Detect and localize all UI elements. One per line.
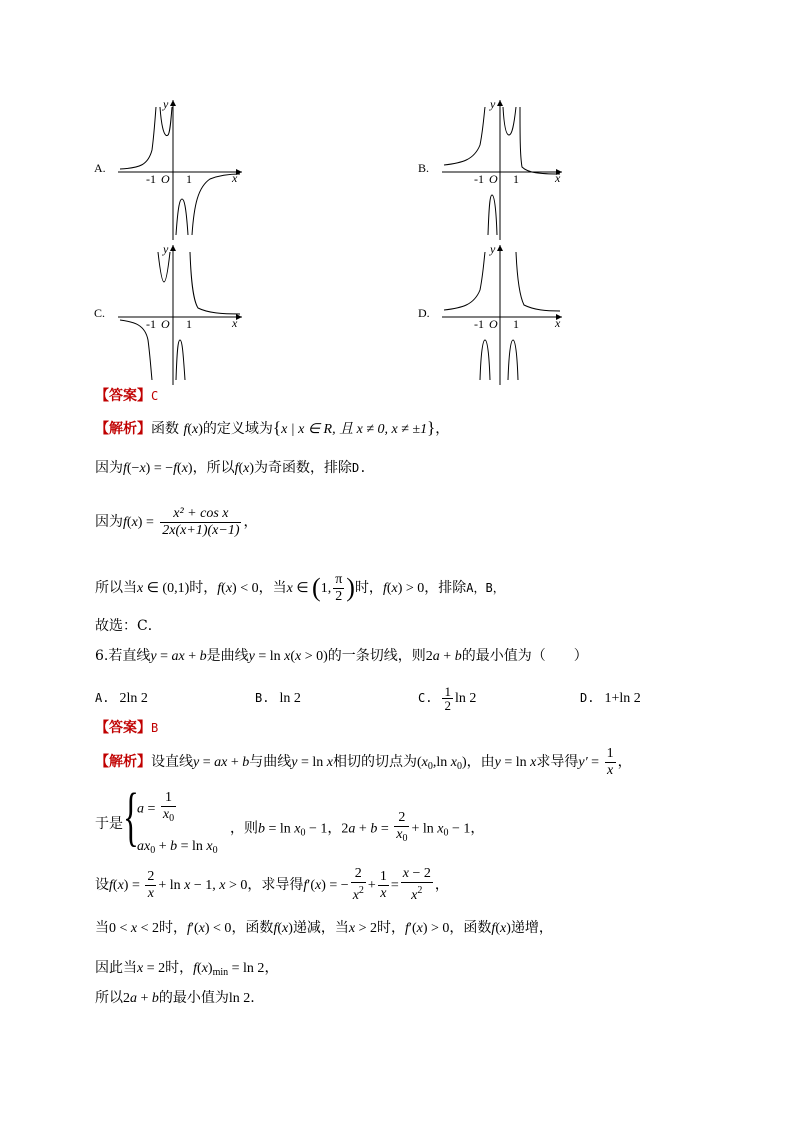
option-b-graph [410,95,570,240]
x-axis-label: x [555,171,561,185]
option-d-graph [410,240,570,385]
text: 所以当 [95,580,137,596]
answer-value: B [151,721,159,735]
text: 时， [354,580,383,596]
x-axis-label: x [555,316,561,330]
x-axis-label: x [232,316,238,330]
text: ，函数 [449,920,492,936]
fraction [160,506,241,539]
analysis-tag: 【解析】 [95,421,151,437]
option-letter: A. [95,691,110,705]
origin-label: O [161,317,170,331]
y-axis-label: y [163,97,169,111]
text: 因为 [95,460,123,476]
tick-one: 1 [186,317,192,331]
text: ，由 [466,754,495,770]
tick-neg-one: -1 [146,172,156,186]
q5-analysis-line1: 【解析】函数 f(x)的定义域为{x | x ∈ R, 且 x ≠ 0, x ≠ ±1}， [95,418,450,437]
option-letter: B. [255,691,270,705]
option-text: ln 2 [279,691,301,706]
option-text: 1+ln 2 [604,691,641,706]
text: ，所以 [192,460,235,476]
math-fx: f [183,422,188,437]
q6-answer-line [95,718,158,738]
denominator: 2x(x+1)(x−1) [162,522,240,538]
text: 的一条切线，则 [327,648,426,664]
text: 于是 [95,816,123,832]
tick-neg-one: -1 [146,317,156,331]
option-letter: D. [580,691,595,705]
text: 与曲线 [249,754,292,770]
text: 因为 [95,514,123,530]
text: 设 [95,877,109,893]
analysis-tag: 【解析】 [95,754,151,770]
graph-d-svg [410,240,570,385]
numerator: x² + cos x [160,506,241,523]
text: ，则 [230,820,258,837]
text: A，B， [466,581,505,595]
one-over-x: $\frac{1}{x}$ [606,745,614,778]
text: 的定义域为 [202,421,273,437]
option-a-graph [90,95,250,240]
text: ，函数 [231,920,274,936]
system-eq2: $ax_0 + b = \ln x_0$ [137,839,218,856]
q6-stem: 6.若直线y = ax + b是曲线y = ln x(x > 0)的一条切线，则2a + b的最小值为（ ） [95,648,588,664]
text: ， [617,754,632,770]
text: D. [352,461,367,475]
text: ，求导得 [247,877,304,893]
text: ，当 [258,580,287,596]
option-label: D. [418,306,430,320]
option-label: B. [418,161,430,175]
graph-a-svg [90,95,250,240]
origin-label: O [161,172,170,186]
origin-label: O [489,317,498,331]
graph-c-svg [90,240,250,385]
text: 时， [377,920,406,936]
x-axis-label: x [232,171,238,185]
brace: { [123,780,139,853]
text: 递减，当 [292,920,349,936]
y-axis-label: y [490,97,496,111]
answer-tag: 【答案】 [95,720,151,736]
answer-tag: 【答案】 [95,388,151,404]
graph-b-svg [410,95,570,240]
domain-set: x | x ∈ R, 且 x ≠ 0, x ≠ ±1 [281,422,428,437]
tick-neg-one: -1 [474,317,484,331]
text: 时， [159,920,188,936]
option-text: 2ln 2 [119,691,148,706]
one-half: $\frac{1}{2}$ [444,683,451,713]
tick-one: 1 [513,172,519,186]
text: 因此当 [95,960,137,976]
tick-one: 1 [186,172,192,186]
q6-analysis-line3: 设f(x) = $\frac{2}{x}$ + ln x − 1, x > 0，求导得f′(x) = − $\frac{2}{x^2}$ + $\frac{1}{x}$ = $\frac{x - 2}{x^2}$ ， [95,866,449,903]
text: ， [435,421,450,437]
tick-neg-one: -1 [474,172,484,186]
q5-analysis-line3: 因为f(x) = $\frac{\text{x² + cos x}}{2x(x+1)(x-1)}$ ， [95,505,258,538]
q6-option-c[interactable] [418,680,476,716]
text: ， [264,960,279,976]
q6-analysis-line4: 当0 < x < 2时，f′(x) < 0，函数f(x)递减，当x > 2时，f′(x) > 0，函数f(x)递增， [95,920,553,936]
text: 函数 [151,421,179,437]
text: 是曲线 [206,648,249,664]
option-label: C. [94,306,106,320]
text: 所以 [95,990,123,1006]
text: 6.若直线 [95,648,151,664]
tick-one: 1 [513,317,519,331]
system-result: ，则$b = \ln x_0 - 1$，2a + b = $\frac{2}{x_0}$ + $\ln x_0 - 1$， [230,810,485,844]
text: 递增， [510,920,553,936]
q6-option-b[interactable] [255,688,301,709]
option-c-graph [90,240,250,385]
text: 时， [189,580,218,596]
system-eq1: a = $\frac{1}{x_0}$ [137,790,175,824]
text: ， [243,514,258,530]
answer-value: C [151,389,159,403]
q6-option-a[interactable] [95,688,148,709]
q6-analysis-line6: 所以2a + b的最小值为ln 2. [95,990,255,1006]
text: ，排除 [424,580,467,596]
text: 设直线 [151,754,193,770]
option-letter: C. [418,691,433,705]
text: 当 [95,920,109,936]
option-text: ln 2 [454,691,477,706]
q5-answer-line [95,386,158,406]
q6-analysis-line5: 因此当x = 2时，$f(x)_{min} = \ln 2$， [95,960,279,978]
q6-analysis-line1: 【解析】设直线y = ax + b与曲线y = ln x相切的切点为($x_0,\ln$ $x_0$)，由y = ln x求导得y′ = $\frac{1}{x}$ ， [95,745,632,778]
text: ， [434,877,449,893]
text: ， [470,820,485,837]
q6-option-d[interactable] [580,688,641,709]
pi-over-2: $\frac{\pi}{2}$ [335,571,343,604]
y-axis-label: y [490,242,496,256]
option-label: A. [94,161,106,175]
text: 为奇函数，排除 [254,460,353,476]
text: 时， [165,960,194,976]
text: 求导得 [536,754,579,770]
q5-analysis-line4: 所以当x ∈ (0,1)时，f(x) < 0，当x ∈ (1, $\frac{\pi}{2}$ )时，f(x) > 0，排除A，B， [95,571,505,604]
text: 的最小值为 [158,990,229,1006]
text: 相切的切点为 [332,754,417,770]
text: ， [327,820,342,837]
q5-conclusion: 故选：C． [95,618,162,634]
text: 的最小值为（ ） [461,648,588,664]
y-axis-label: y [163,242,169,256]
text: . [250,990,255,1006]
origin-label: O [489,172,498,186]
q5-analysis-line2: 因为f(−x) = −f(x)，所以f(x)为奇函数，排除D. [95,460,367,476]
